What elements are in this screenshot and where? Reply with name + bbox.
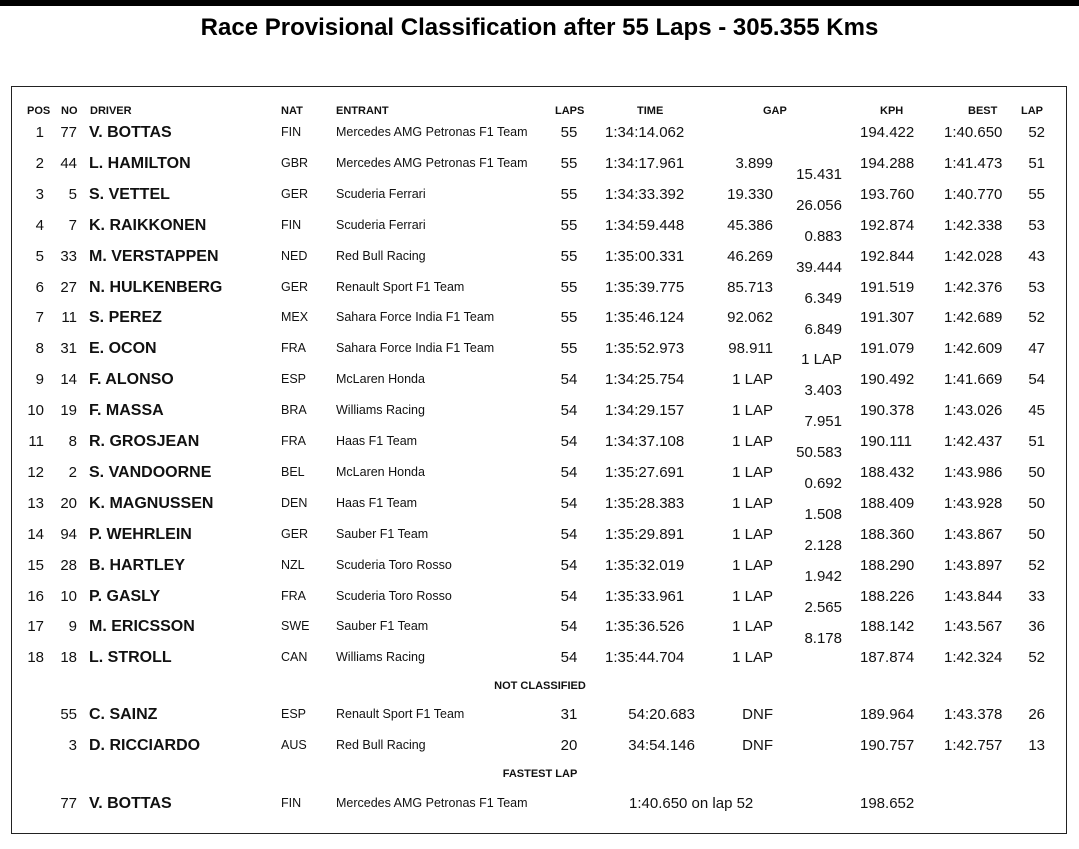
row-nat: GBR [281,156,309,170]
row-kph: 188.290 [860,557,915,574]
row-no: 94 [60,526,77,543]
row-nat: FIN [281,125,302,139]
row-kph: 190.111 [860,433,912,450]
row-best: 1:42.338 [944,217,1003,234]
row-gap: 85.713 [727,279,773,296]
nc-nat: AUS [281,738,307,752]
nc-gap: DNF [742,737,773,754]
row-kph: 190.378 [860,402,915,419]
row-no: 20 [60,495,77,512]
row-gap: 92.062 [727,309,773,326]
row-best: 1:42.324 [944,649,1003,666]
nc-driver: D. RICCIARDO [89,737,201,754]
row-lap: 52 [1028,124,1045,141]
row-lap: 50 [1028,464,1045,481]
row-lap: 47 [1028,340,1045,357]
fl-no: 77 [60,795,77,812]
row-interval: 0.692 [804,475,842,492]
header-nat: NAT [281,105,303,117]
row-interval: 7.951 [804,413,842,430]
row-interval: 1.942 [804,568,842,585]
row-nat: GER [281,527,309,541]
row-time: 1:35:27.691 [605,464,685,481]
row-interval: 2.128 [804,537,842,554]
nc-entrant: Red Bull Racing [336,738,426,752]
row-laps: 54 [560,649,578,666]
row-pos: 9 [35,371,44,388]
row-best: 1:42.689 [944,309,1003,326]
row-interval: 6.349 [804,290,842,307]
row-lap: 50 [1028,526,1045,543]
row-time: 1:34:33.392 [605,186,685,203]
row-best: 1:43.986 [944,464,1003,481]
row-pos: 12 [27,464,44,481]
row-best: 1:43.026 [944,402,1003,419]
row-pos: 10 [27,402,44,419]
row-best: 1:43.844 [944,588,1003,605]
row-time: 1:35:39.775 [605,279,685,296]
row-gap: 1 LAP [732,649,773,666]
section-not-classified: NOT CLASSIFIED [494,680,586,692]
row-nat: BRA [281,403,307,417]
row-gap: 3.899 [735,155,773,172]
row-time: 1:35:52.973 [605,340,685,357]
row-nat: FRA [281,341,306,355]
row-laps: 55 [560,217,578,234]
row-interval: 1.508 [804,506,842,523]
row-no: 44 [60,155,77,172]
row-entrant: Red Bull Racing [336,249,426,263]
header-lap: LAP [1021,105,1043,117]
nc-lap: 26 [1028,706,1045,723]
row-driver: L. HAMILTON [89,155,191,172]
row-entrant: Scuderia Toro Rosso [336,589,452,603]
row-time: 1:35:28.383 [605,495,685,512]
row-driver: F. MASSA [89,402,164,419]
row-entrant: Sauber F1 Team [336,619,429,633]
header-no: NO [61,105,78,117]
row-nat: FRA [281,589,306,603]
row-entrant: Williams Racing [336,650,425,664]
row-laps: 54 [560,495,578,512]
row-interval: 8.178 [804,630,842,647]
nc-kph: 189.964 [860,706,915,723]
row-kph: 193.760 [860,186,915,203]
row-best: 1:43.567 [944,618,1003,635]
row-interval: 6.849 [804,321,842,338]
row-pos: 6 [35,279,44,296]
fl-kph: 198.652 [860,795,915,812]
header-entrant: ENTRANT [336,105,389,117]
row-best: 1:42.028 [944,248,1003,265]
nc-nat: ESP [281,707,307,721]
row-no: 18 [60,649,77,666]
row-kph: 187.874 [860,649,915,666]
row-kph: 194.422 [860,124,915,141]
row-gap: 46.269 [727,248,773,265]
row-time: 1:34:17.961 [605,155,685,172]
row-gap: 1 LAP [732,588,773,605]
row-lap: 50 [1028,495,1045,512]
row-entrant: Mercedes AMG Petronas F1 Team [336,125,528,139]
row-gap: 1 LAP [732,557,773,574]
row-entrant: Scuderia Toro Rosso [336,558,452,572]
row-time: 1:35:44.704 [605,649,685,666]
row-lap: 53 [1028,279,1045,296]
row-no: 8 [68,433,77,450]
row-gap: 1 LAP [732,618,773,635]
row-gap: 1 LAP [732,433,773,450]
header-kph: KPH [880,105,904,117]
nc-lap: 13 [1028,737,1045,754]
row-driver: S. VANDOORNE [89,464,212,481]
fl-entrant: Mercedes AMG Petronas F1 Team [336,796,528,810]
row-entrant: Sauber F1 Team [336,527,429,541]
row-kph: 192.874 [860,217,915,234]
row-time: 1:34:37.108 [605,433,685,450]
row-entrant: Haas F1 Team [336,496,418,510]
row-kph: 188.142 [860,618,915,635]
row-nat: FRA [281,434,306,448]
row-no: 2 [68,464,77,481]
row-gap: 45.386 [727,217,773,234]
row-interval: 3.403 [804,382,842,399]
row-driver: K. RAIKKONEN [89,217,207,234]
row-driver: V. BOTTAS [89,124,172,141]
row-time: 1:34:25.754 [605,371,685,388]
row-no: 31 [60,340,77,357]
row-pos: 17 [27,618,44,635]
row-best: 1:40.770 [944,186,1003,203]
row-entrant: McLaren Honda [336,372,425,386]
row-entrant: Sahara Force India F1 Team [336,341,495,355]
row-pos: 7 [35,309,44,326]
row-nat: CAN [281,650,308,664]
row-no: 14 [60,371,77,388]
fl-nat: FIN [281,796,302,810]
nc-no: 55 [60,706,77,723]
row-time: 1:34:29.157 [605,402,685,419]
row-pos: 14 [27,526,44,543]
row-laps: 55 [560,186,578,203]
row-time: 1:34:14.062 [605,124,685,141]
row-lap: 51 [1028,433,1045,450]
row-best: 1:40.650 [944,124,1003,141]
row-kph: 188.226 [860,588,915,605]
header-time: TIME [637,105,664,117]
row-driver: P. WEHRLEIN [89,526,192,543]
row-laps: 54 [560,371,578,388]
row-interval: 26.056 [796,197,842,214]
row-nat: NZL [281,558,305,572]
nc-best: 1:43.378 [944,706,1003,723]
row-laps: 55 [560,124,578,141]
nc-no: 3 [68,737,77,754]
row-nat: NED [281,249,308,263]
row-nat: GER [281,187,309,201]
row-kph: 191.307 [860,309,915,326]
row-driver: F. ALONSO [89,371,174,388]
row-laps: 54 [560,557,578,574]
row-interval: 50.583 [796,444,842,461]
row-gap: 1 LAP [732,495,773,512]
row-lap: 36 [1028,618,1045,635]
nc-laps: 31 [560,706,578,723]
row-interval: 15.431 [796,166,842,183]
row-gap: 1 LAP [732,402,773,419]
row-best: 1:41.473 [944,155,1003,172]
row-driver: S. VETTEL [89,186,170,203]
row-best: 1:42.609 [944,340,1003,357]
row-best: 1:43.928 [944,495,1003,512]
fl-time: 1:40.650 on lap 52 [629,795,754,812]
page-title: Race Provisional Classification after 55 Laps - 305.355 Kms [200,14,879,41]
row-no: 10 [60,588,77,605]
row-laps: 54 [560,402,578,419]
row-laps: 55 [560,340,578,357]
row-nat: SWE [281,619,310,633]
row-gap: 1 LAP [732,526,773,543]
row-kph: 188.409 [860,495,915,512]
row-driver: R. GROSJEAN [89,433,200,450]
header-pos: POS [27,105,51,117]
row-driver: P. GASLY [89,588,161,605]
row-best: 1:42.437 [944,433,1003,450]
row-time: 1:35:00.331 [605,248,685,265]
row-kph: 191.079 [860,340,915,357]
nc-best: 1:42.757 [944,737,1003,754]
header-laps: LAPS [555,105,585,117]
row-lap: 52 [1028,557,1045,574]
row-driver: E. OCON [89,340,157,357]
nc-driver: C. SAINZ [89,706,158,723]
row-no: 77 [60,124,77,141]
row-entrant: Scuderia Ferrari [336,187,426,201]
row-lap: 54 [1028,371,1045,388]
nc-entrant: Renault Sport F1 Team [336,707,465,721]
row-interval: 2.565 [804,599,842,616]
row-gap: 1 LAP [732,371,773,388]
header-driver: DRIVER [90,105,132,117]
nc-gap: DNF [742,706,773,723]
nc-kph: 190.757 [860,737,915,754]
row-pos: 8 [35,340,44,357]
row-entrant: McLaren Honda [336,465,425,479]
row-pos: 15 [27,557,44,574]
row-gap: 1 LAP [732,464,773,481]
row-entrant: Renault Sport F1 Team [336,280,465,294]
row-laps: 54 [560,464,578,481]
row-driver: M. ERICSSON [89,618,195,635]
top-rule [0,0,1079,6]
row-lap: 55 [1028,186,1045,203]
row-kph: 194.288 [860,155,915,172]
row-entrant: Scuderia Ferrari [336,218,426,232]
row-no: 5 [68,186,77,203]
row-pos: 4 [35,217,44,234]
row-entrant: Sahara Force India F1 Team [336,310,495,324]
row-laps: 54 [560,588,578,605]
row-pos: 3 [35,186,44,203]
row-best: 1:42.376 [944,279,1003,296]
row-pos: 5 [35,248,44,265]
row-lap: 53 [1028,217,1045,234]
row-time: 1:35:29.891 [605,526,685,543]
row-interval: 39.444 [796,259,842,276]
row-gap: 19.330 [727,186,773,203]
row-no: 33 [60,248,77,265]
row-no: 7 [68,217,77,234]
nc-time: 54:20.683 [628,706,695,723]
row-entrant: Williams Racing [336,403,425,417]
row-kph: 188.432 [860,464,915,481]
row-nat: MEX [281,310,309,324]
row-pos: 2 [35,155,44,172]
row-time: 1:34:59.448 [605,217,685,234]
row-gap: 98.911 [728,340,773,357]
row-no: 27 [60,279,77,296]
header-best: BEST [968,105,998,117]
row-driver: K. MAGNUSSEN [89,495,214,512]
row-kph: 192.844 [860,248,915,265]
row-kph: 188.360 [860,526,915,543]
row-nat: FIN [281,218,302,232]
row-nat: DEN [281,496,308,510]
row-best: 1:43.867 [944,526,1003,543]
nc-time: 34:54.146 [628,737,695,754]
row-pos: 18 [27,649,44,666]
row-best: 1:43.897 [944,557,1003,574]
row-interval: 1 LAP [801,351,842,368]
row-interval: 0.883 [804,228,842,245]
row-laps: 55 [560,279,578,296]
row-driver: M. VERSTAPPEN [89,248,219,265]
row-laps: 55 [560,155,578,172]
row-time: 1:35:36.526 [605,618,685,635]
nc-laps: 20 [560,737,578,754]
row-lap: 43 [1028,248,1045,265]
row-pos: 1 [35,124,44,141]
row-laps: 55 [560,309,578,326]
row-pos: 13 [27,495,44,512]
row-kph: 190.492 [860,371,915,388]
row-laps: 54 [560,618,578,635]
row-time: 1:35:33.961 [605,588,685,605]
row-driver: L. STROLL [89,649,172,666]
header-gap: GAP [763,105,787,117]
row-driver: N. HULKENBERG [89,279,223,296]
row-best: 1:41.669 [944,371,1003,388]
row-pos: 11 [28,433,44,450]
row-nat: BEL [281,465,305,479]
row-laps: 55 [560,248,578,265]
row-laps: 54 [560,433,578,450]
row-laps: 54 [560,526,578,543]
row-entrant: Mercedes AMG Petronas F1 Team [336,156,528,170]
row-kph: 191.519 [860,279,915,296]
row-time: 1:35:46.124 [605,309,685,326]
row-lap: 52 [1028,649,1045,666]
section-fastest-lap: FASTEST LAP [502,768,578,780]
row-time: 1:35:32.019 [605,557,685,574]
row-pos: 16 [27,588,44,605]
row-no: 11 [61,309,77,326]
row-lap: 51 [1028,155,1045,172]
row-entrant: Haas F1 Team [336,434,418,448]
row-no: 9 [68,618,77,635]
row-driver: B. HARTLEY [89,557,185,574]
fl-driver: V. BOTTAS [89,795,172,812]
row-lap: 33 [1028,588,1045,605]
row-lap: 52 [1028,309,1045,326]
row-lap: 45 [1028,402,1045,419]
row-no: 28 [60,557,77,574]
row-nat: GER [281,280,309,294]
row-driver: S. PEREZ [89,309,162,326]
row-no: 19 [60,402,77,419]
row-nat: ESP [281,372,307,386]
